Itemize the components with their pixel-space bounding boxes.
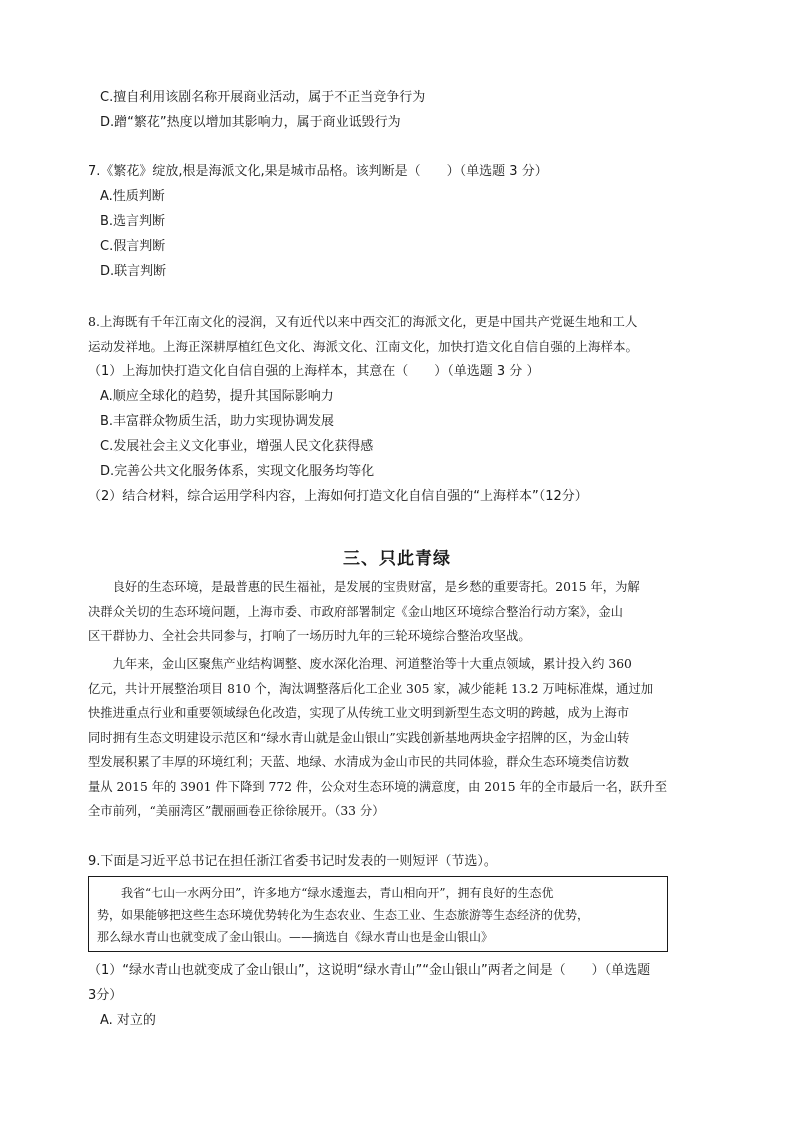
paragraph-line: 决群众关切的生态环境问题，上海市委、市政府部署制定《金山地区环境综合整治行动方案》，金山 [88,604,623,619]
section-title: 三、只此青绿 [343,549,451,569]
section-paragraph-2 [88,652,708,824]
paragraph-line: 亿元，共计开展整治项目 810 个，淘汰调整落后化工企业 305 家，减少能耗 13.2 万吨标准煤，通过加 [88,681,654,696]
paragraph-line: 全市前列，“美丽湾区”靓丽画卷正徐徐展开。（33 分） [88,804,385,818]
q7-option-a: A.性质判断 [100,189,165,204]
paragraph-line: 快推进重点行业和重要领域绿色化改造，实现了从传统工业文明到新型生态文明的跨越，成为上海市 [88,706,630,720]
q9-sub1-line1: （1）“绿水青山也就变成了金山银山”，这说明“绿水青山”“金山银山”两者之间是（ ）（单选题 [88,963,651,978]
q9-sub1-line2: 3分） [88,988,123,1003]
quote-line: 势，如果能够把这些生态环境优势转化为生态农业、生态工业、生态旅游等生态经济的优势， [97,908,590,922]
paragraph-line: 区干群协力、全社会共同参与，打响了一场历时九年的三轮环境综合整治攻坚战。 [88,629,531,643]
q8-option-b: B.丰富群众物质生活，助力实现协调发展 [100,414,335,429]
q9-option-a: A. 对立的 [100,1013,156,1028]
q8-sub1: （1）上海加快打造文化自信自强的上海样本，其意在（ ）（单选题 3 分 ） [88,364,540,379]
paragraph-line: 九年来，金山区聚焦产业结构调整、废水深化治理、河道整治等十大重点领域，累计投入约 360 [88,657,632,671]
q8-material-line2: 运动发祥地。上海正深耕厚植红色文化、海派文化、江南文化，加快打造文化自信自强的上海样本。 [88,339,639,354]
paragraph-line: 良好的生态环境，是最普惠的民生福祉，是发展的宝贵财富，是乡愁的重要寄托。2015 年，为解 [88,580,640,594]
q7-option-c: C.假言判断 [100,239,166,254]
quote-line: 那么绿水青山也就变成了金山银山。——摘选自《绿水青山也是金山银山》 [97,930,494,944]
paragraph-line: 型发展积累了丰厚的环境红利；天蓝、地绿、水清成为金山市民的共同体验，群众生态环境类信访数 [88,755,630,769]
q6-option-c: C.擅自利用该剧名称开展商业活动，属于不正当竞争行为 [100,90,426,105]
section-paragraph-1 [88,575,708,649]
q8-sub2: （2）结合材料，综合运用学科内容，上海如何打造文化自信自强的“上海样本”（12分） [88,489,588,504]
q8-option-d: D.完善公共文化服务体系，实现文化服务均等化 [100,464,375,479]
q8-material-line1: 8.上海既有千年江南文化的浸润，又有近代以来中西交汇的海派文化，更是中国共产党诞生地和工人 [88,314,638,329]
q7-option-d: D.联言判断 [100,264,167,279]
q9-stem: 9.下面是习近平总书记在担任浙江省委书记时发表的一则短评（节选）。 [88,854,497,869]
q8-option-c: C.发展社会主义文化事业，增强人民文化获得感 [100,439,374,454]
quote-box [88,876,668,952]
q7-option-b: B.选言判断 [100,214,166,229]
quote-line: 我省“七山一水两分田”，许多地方“绿水逶迤去，青山相向开”，拥有良好的生态优 [97,886,554,900]
q7-stem: 7.《繁花》绽放,根是海派文化,果是城市品格。该判断是（ ）（单选题 3 分） [88,164,548,179]
q6-option-d: D.蹭“繁花”热度以增加其影响力，属于商业诋毁行为 [100,115,401,130]
paragraph-line: 同时拥有生态文明建设示范区和“绿水青山就是金山银山”实践创新基地两块金字招牌的区，为金山转 [88,730,630,745]
paragraph-line: 量从 2015 年的 3901 件下降到 772 件，公众对生态环境的满意度，由 2015 年的全市最后一名，跃升至 [88,779,668,794]
q8-option-a: A.顺应全球化的趋势，提升其国际影响力 [100,389,334,404]
